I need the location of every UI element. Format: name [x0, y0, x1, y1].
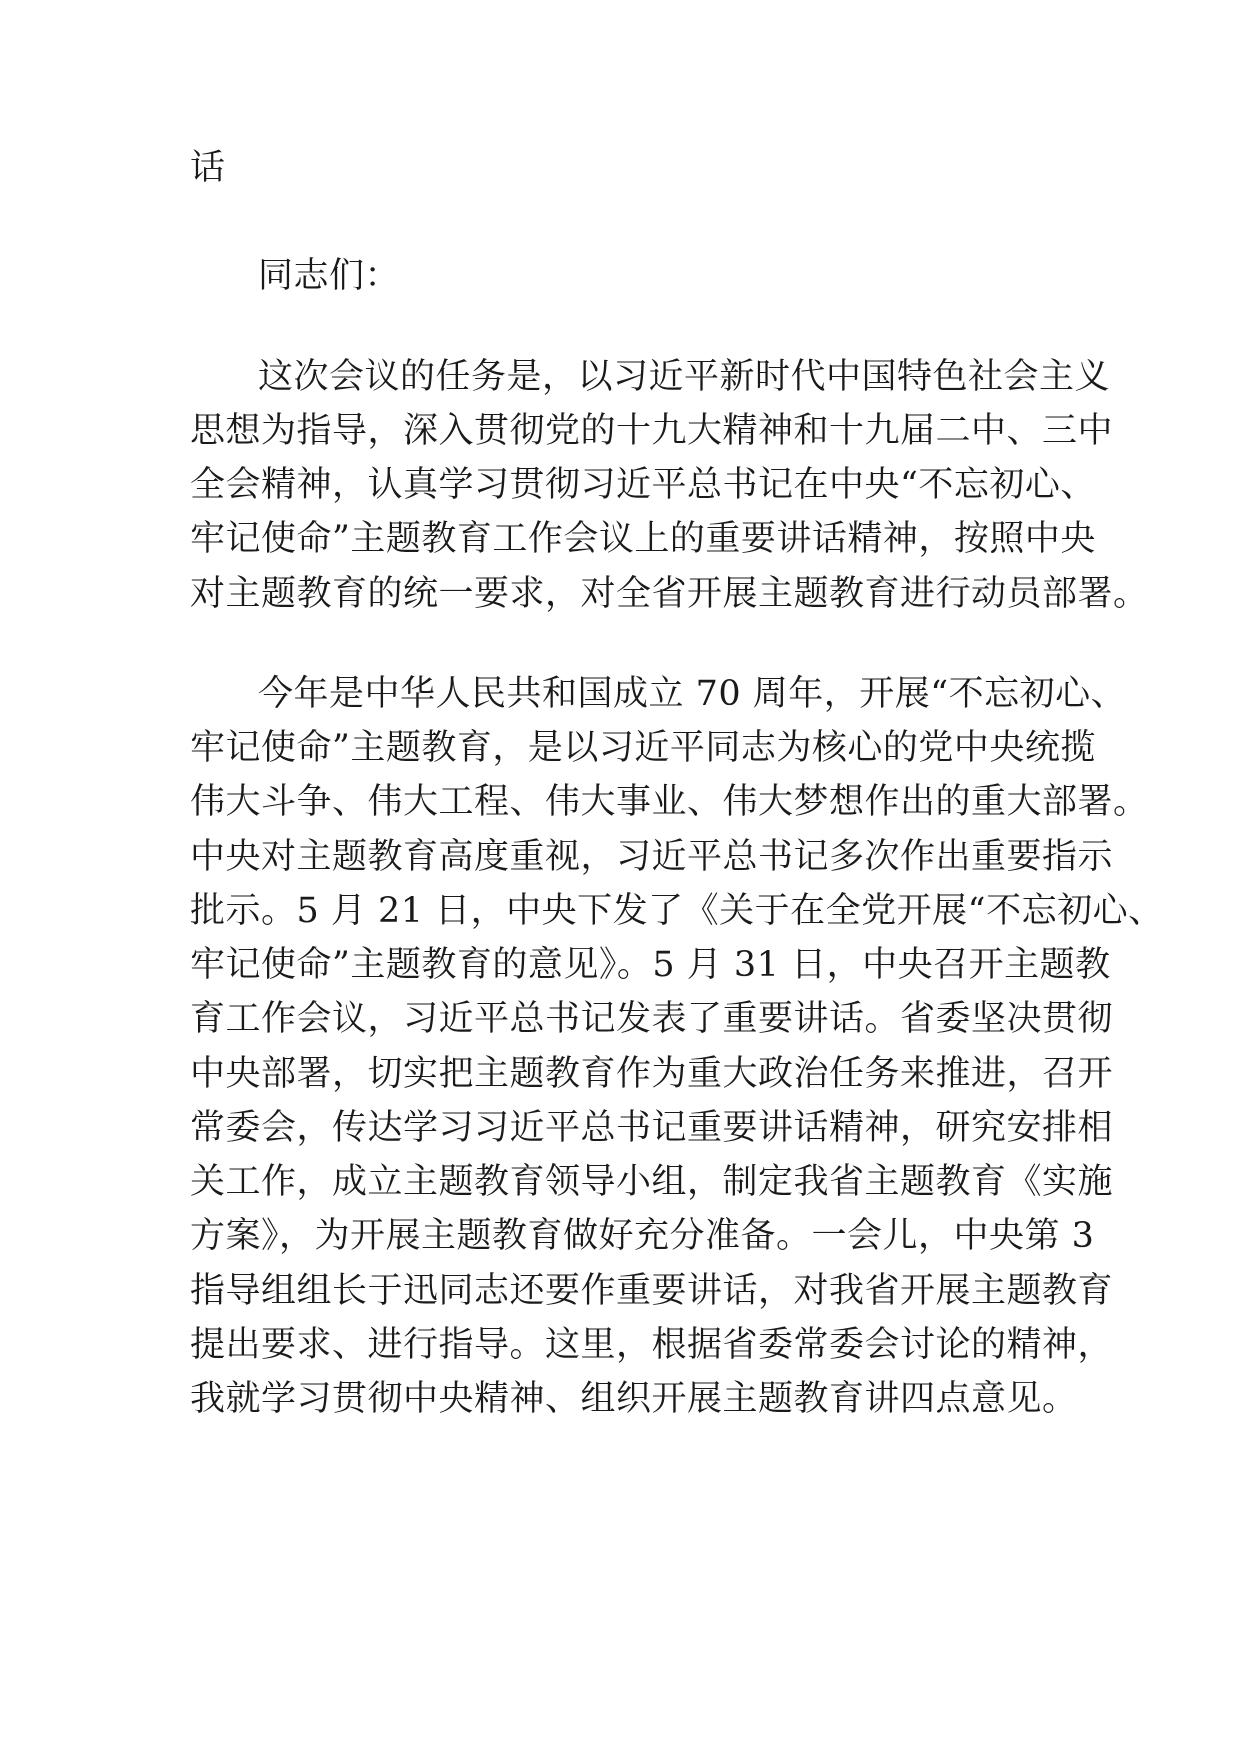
paragraph-line: 常委会，传达学习习近平总书记重要讲话精神，研究安排相 [190, 1108, 1114, 1148]
paragraph-line: 提出要求、进行指导。这里，根据省委常委会讨论的精神， [190, 1325, 1114, 1365]
paragraph-line: 思想为指导，深入贯彻党的十九大精神和十九届二中、三中 [190, 411, 1114, 451]
paragraph-line: 牢记使命”主题教育的意见》。5 月 31 日，中央召开主题教 [190, 945, 1111, 985]
paragraph-line: 全会精神，认真学习贯彻习近平总书记在中央“不忘初心、 [190, 465, 1096, 505]
paragraph-line: 今年是中华人民共和国成立 70 周年，开展“不忘初心、 [258, 674, 1127, 714]
paragraph-line: 伟大斗争、伟大工程、伟大事业、伟大梦想作出的重大部署。 [190, 782, 1149, 822]
paragraph-line: 对主题教育的统一要求，对全省开展主题教育进行动员部署。 [190, 574, 1149, 614]
paragraph-line: 关工作，成立主题教育领导小组，制定我省主题教育《实施 [190, 1162, 1114, 1202]
paragraph-line: 中央对主题教育高度重视，习近平总书记多次作出重要指示 [190, 837, 1114, 877]
paragraph-line: 中央部署，切实把主题教育作为重大政治任务来推进，召开 [190, 1054, 1114, 1094]
paragraph-line: 牢记使命”主题教育工作会议上的重要讲话精神，按照中央 [190, 519, 1096, 559]
fragment-text: 话 [190, 148, 226, 188]
paragraph-line: 方案》，为开展主题教育做好充分准备。一会儿，中央第 3 [190, 1216, 1095, 1256]
paragraph-line: 育工作会议，习近平总书记发表了重要讲话。省委坚决贯彻 [190, 999, 1114, 1039]
paragraph-line: 牢记使命”主题教育，是以习近平同志为核心的党中央统揽 [190, 728, 1096, 768]
salutation: 同志们： [258, 256, 401, 296]
paragraph-line: 指导组组长于迅同志还要作重要讲话，对我省开展主题教育 [190, 1271, 1114, 1311]
paragraph-line: 这次会议的任务是，以习近平新时代中国特色社会主义 [258, 357, 1111, 397]
paragraph-line: 批示。5 月 21 日，中央下发了《关于在全党开展“不忘初心、 [190, 891, 1164, 931]
paragraph-line: 我就学习贯彻中央精神、组织开展主题教育讲四点意见。 [190, 1379, 1078, 1419]
